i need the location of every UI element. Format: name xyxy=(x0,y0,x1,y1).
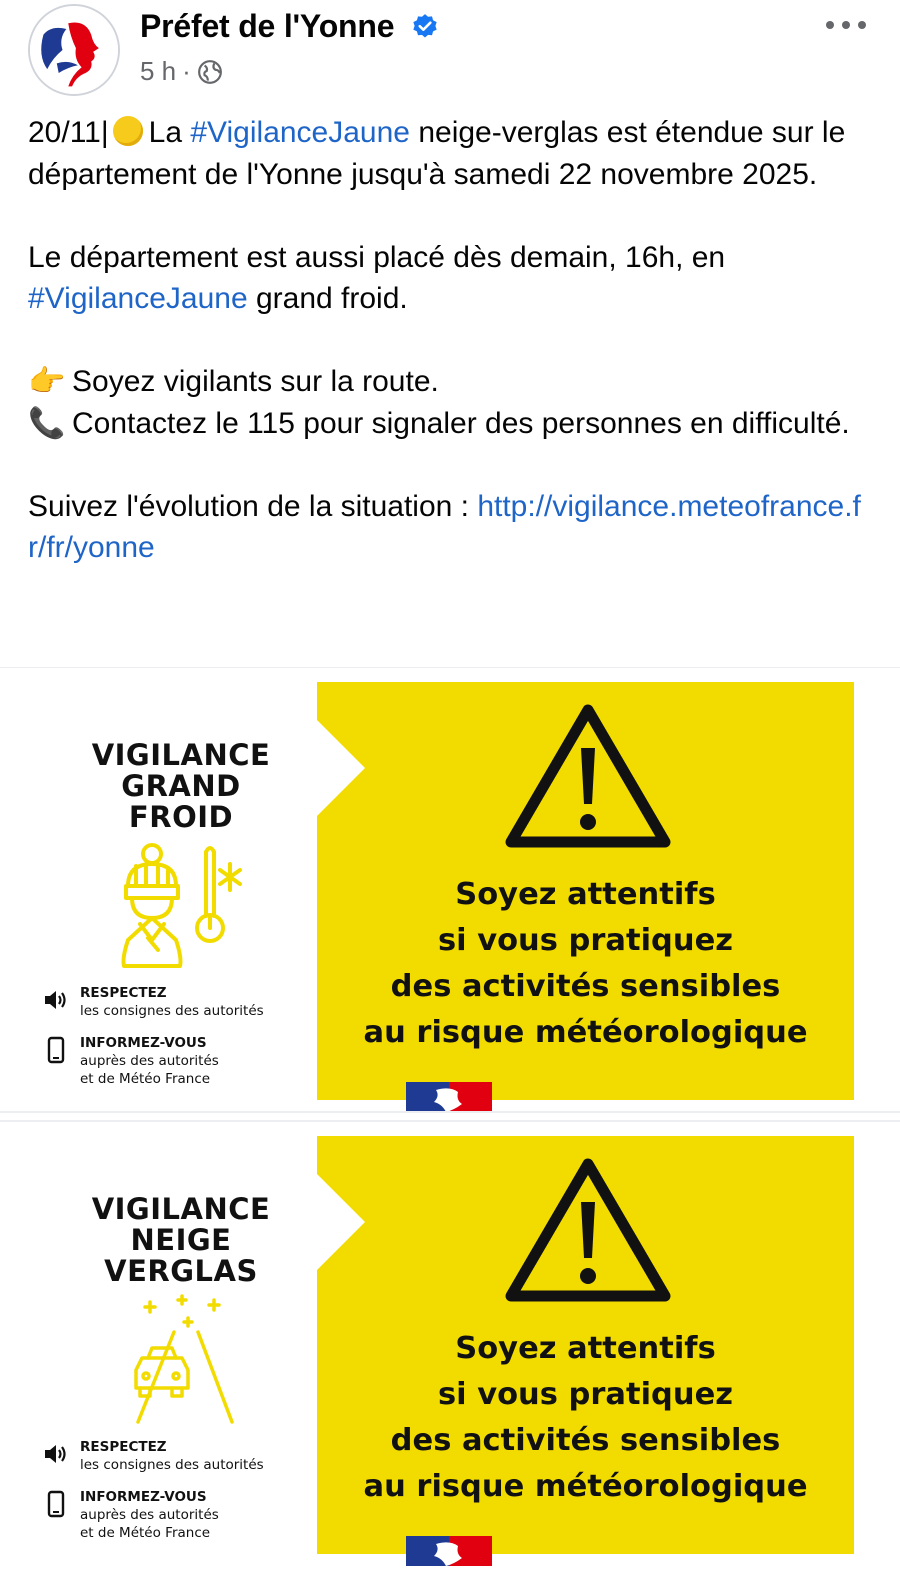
message-line: au risque météorologique xyxy=(363,1469,808,1504)
globe-icon xyxy=(197,59,223,85)
paragraph-3 xyxy=(28,361,878,444)
title-line: FROID xyxy=(128,800,234,834)
hashtag-link[interactable]: #VigilanceJaune xyxy=(28,282,248,315)
cold-person-thermometer-icon xyxy=(118,842,248,974)
inform-title: INFORMEZ-VOUS xyxy=(80,1489,207,1505)
divider xyxy=(0,1111,900,1113)
inform-info xyxy=(42,1488,219,1542)
meta-separator: · xyxy=(182,56,191,86)
inform-desc: auprès des autorités xyxy=(80,1053,219,1069)
post-time[interactable]: 5 h xyxy=(140,56,177,86)
respect-title: RESPECTEZ xyxy=(80,985,167,1001)
warning-message xyxy=(317,872,854,1056)
paragraph-text: grand froid. xyxy=(247,282,408,315)
external-link[interactable]: http://vigilance.meteofrance.fr/fr/yonne xyxy=(28,489,861,564)
warning-triangle-icon xyxy=(503,1154,673,1304)
message-line: si vous pratiquez xyxy=(437,1377,734,1412)
republique-francaise-logo-icon xyxy=(406,1082,492,1112)
respect-text xyxy=(80,984,264,1020)
more-options-icon[interactable] xyxy=(826,14,866,36)
inform-desc: auprès des autorités xyxy=(80,1507,219,1523)
vigilance-title xyxy=(0,740,362,833)
telephone-emoji: 📞 xyxy=(28,406,66,440)
message-line: des activités sensibles xyxy=(390,969,781,1004)
more-dot xyxy=(858,21,866,29)
message-line: au risque météorologique xyxy=(363,1015,808,1050)
post-text xyxy=(28,112,878,569)
warning-message xyxy=(317,1326,854,1510)
paragraph-text: neige-verglas est étendue sur le département de l'Yonne jusqu'à samedi 22 novembre 2025. xyxy=(28,116,846,191)
title-line: NEIGE xyxy=(130,1223,232,1257)
paragraph-4 xyxy=(28,486,878,569)
inform-desc: et de Météo France xyxy=(80,1525,211,1541)
more-dot xyxy=(842,21,850,29)
message-line: si vous pratiquez xyxy=(437,923,734,958)
paragraph-text: Le département est aussi placé dès demain, 16h, en xyxy=(28,240,726,274)
paragraph-1: 20/11| La #VigilanceJaune neige-verglas est étendue sur le département de l'Yonne jusqu'à samedi 22 novembre 2025. xyxy=(28,116,846,191)
warning-panel xyxy=(317,1136,854,1554)
title-line: GRAND xyxy=(121,769,241,803)
vigilance-card-grand-froid[interactable] xyxy=(0,668,900,1100)
verified-badge-icon xyxy=(411,13,439,41)
respect-desc: les consignes des autorités xyxy=(80,1457,264,1473)
vigilance-title xyxy=(0,1194,362,1287)
paragraph-text: Suivez l'évolution de la situation : xyxy=(28,489,478,523)
warning-triangle-icon xyxy=(503,700,673,850)
post-meta xyxy=(140,56,223,87)
pointing-hand-emoji: 👉 xyxy=(28,365,66,398)
smartphone-icon xyxy=(42,1036,70,1064)
author-name[interactable]: Préfet de l'Yonne xyxy=(140,8,395,44)
yellow-circle-emoji xyxy=(113,116,143,146)
post-date-text: 20/11| xyxy=(28,116,109,149)
paragraph-2 xyxy=(28,237,878,320)
card-left-panel xyxy=(0,668,360,1100)
message-line: des activités sensibles xyxy=(390,1423,781,1458)
avatar[interactable] xyxy=(28,4,120,96)
inform-text xyxy=(80,1034,219,1088)
card-left-panel xyxy=(0,1122,360,1554)
car-snowy-road-icon xyxy=(124,1292,244,1428)
title-line: VIGILANCE xyxy=(91,738,271,772)
respect-info xyxy=(42,984,264,1020)
respect-desc: les consignes des autorités xyxy=(80,1003,264,1019)
message-line: Soyez attentifs xyxy=(455,877,716,912)
inform-title: INFORMEZ-VOUS xyxy=(80,1035,207,1051)
speaker-icon xyxy=(42,1440,70,1468)
marianne-logo-icon xyxy=(30,6,118,94)
inform-info xyxy=(42,1034,219,1088)
hashtag-link[interactable]: #VigilanceJaune xyxy=(190,116,410,149)
smartphone-icon xyxy=(42,1490,70,1518)
republique-francaise-logo-icon xyxy=(406,1536,492,1566)
more-dot xyxy=(826,21,834,29)
vigilance-card-neige-verglas[interactable] xyxy=(0,1122,900,1554)
message-line: Soyez attentifs xyxy=(455,1331,716,1366)
title-line: VIGILANCE xyxy=(91,1192,271,1226)
respect-title: RESPECTEZ xyxy=(80,1439,167,1455)
page-name[interactable] xyxy=(140,8,439,45)
inform-desc: et de Météo France xyxy=(80,1071,211,1087)
warning-panel xyxy=(317,682,854,1100)
title-line: VERGLAS xyxy=(104,1254,258,1288)
paragraph-text: Soyez vigilants sur la route. xyxy=(72,365,439,398)
speaker-icon xyxy=(42,986,70,1014)
post-header xyxy=(0,0,900,100)
respect-info xyxy=(42,1438,264,1474)
paragraph-text: Contactez le 115 pour signaler des personnes en difficulté. xyxy=(72,406,850,440)
inform-text xyxy=(80,1488,219,1542)
respect-text xyxy=(80,1438,264,1474)
